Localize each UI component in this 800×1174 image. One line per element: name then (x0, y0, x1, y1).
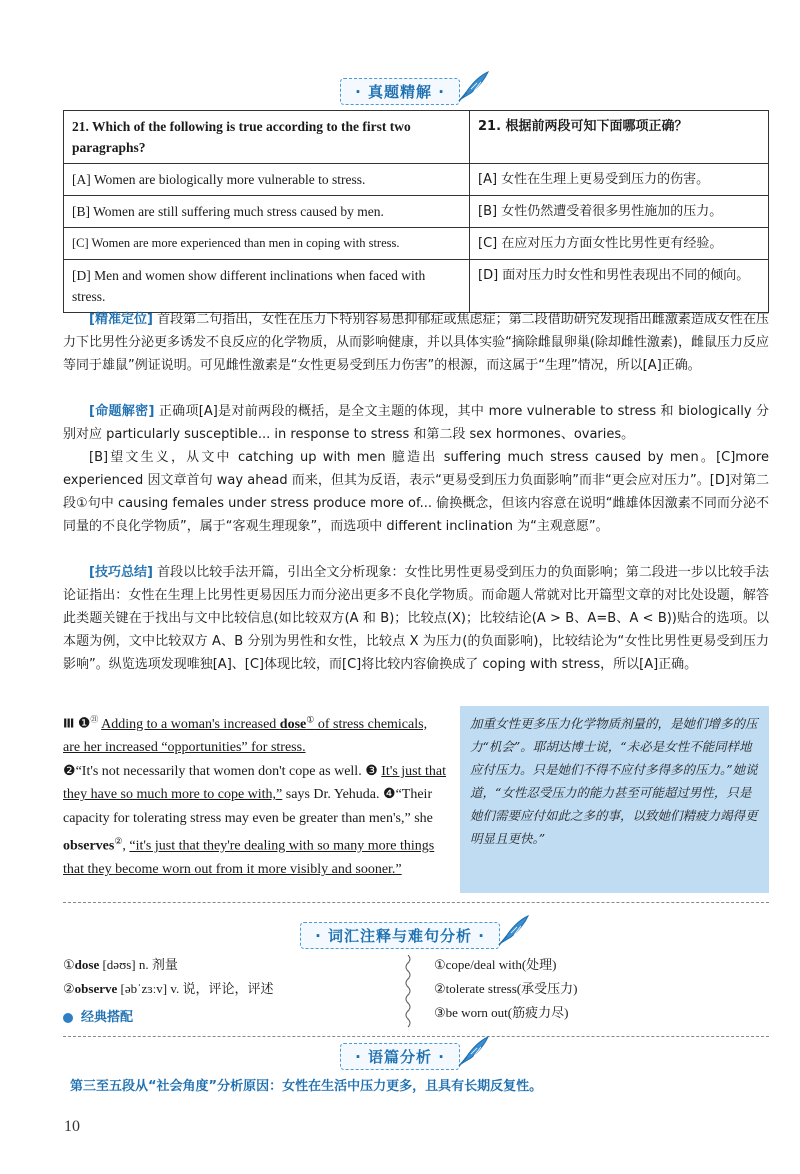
quill-pen-icon (497, 913, 531, 947)
section-title: · 词汇注释与难句分析 · (300, 922, 500, 949)
page-number: 10 (64, 1118, 80, 1135)
vocab-word-dose: dose (279, 716, 307, 732)
translation-box: 加重女性更多压力化学物质剂量的，是她们增多的压力“机会”。耶胡达博士说，“未必是女性不能同样地应付压力。只是她们不得不应付多得多的压力。”她说道，“女性忍受压力的能力甚至可能超过男性，只是她们需要应付如此之多的事，以致她们精疲力竭得更明显且更快。” (460, 706, 769, 893)
bullet-dot-icon (63, 1013, 73, 1023)
analysis-precise-location: [精准定位] 首段第二句指出，女性在压力下特别容易患抑郁症或焦虑症；第二段借助研究发现指出雌激素造成女性在压力下比男性分泌更多诱发不良反应的化学物质，从而影响健康，并以具体实验“摘除雌鼠卵巢(除却雌性激素)，雌鼠压力反应等同于雄鼠”例证说明。可见雌性激素是“女性更易受到压力伤害”的根源，而这属于“生理”情况，所以[A]正确。 (63, 312, 769, 373)
collocation-item: ②tolerate stress(承受压力) (434, 981, 578, 996)
vocab-list (63, 953, 274, 1001)
option-c-zh: [C] 在应对压力方面女性比男性更有经验。 (470, 228, 769, 260)
analysis-tag: [命题解密] (89, 404, 155, 419)
section-banner-zhenti (0, 78, 800, 105)
table-row (64, 196, 769, 228)
question-table (63, 110, 769, 313)
section-banner-vocab (0, 922, 800, 949)
collocation-list (434, 953, 577, 1025)
table-row (64, 260, 769, 313)
section-title: · 真题精解 · (340, 78, 460, 105)
discourse-summary: 第三至五段从“社会角度”分析原因：女性在生活中压力更多，且具有长期反复性。 (70, 1079, 543, 1094)
analysis-skill-summary: [技巧总结] 首段以比较手法开篇，引出全文分析现象：女性比男性更易受到压力的负面影响；第二段进一步以比较手法论证指出：女性在生理上比男性更易因压力而分泌出更多不良化学物质。而命题人常就对比开篇型文章的对比处设题，解答此类题关键在于找出与文中比较信息(如比较双方(A 和 B)；比较点(X)；比较结论(A > B、A=B、A < B))贴合的选项。以本题为例，文中比较双方 A、B 分别为男性和女性，比较点 X 为压力(的负面影响)，比较结论为“女性比男性更易受到压力影响”。纵览选项发现唯独[A]、[C]体现比较，而[C]将比较内容偷换成了 coping with stress，所以[A]正确。 (63, 565, 769, 672)
analysis-distractors: [B]望文生义，从文中 catching up with men 臆造出 suffering much stress caused by men。[C]more experienced 因文章首句 way ahead 而来，但其为反语，表示“更易受到压力负面影响”而非“更会应对压力”。[D]对第二段①句中 causing females under stress produce more of... 偷换概念，但该内容意在说明“雌雄体因激素不同而分泌不同量的不良化学物质”，属于“客观生理现象”，而选项中 different inclination 为“主观意愿”。 (63, 450, 769, 534)
vocab-item: ②observe [əbˈzɜːv] v. 说，评论，评述 (63, 981, 274, 996)
sentence-number: ❹ (383, 787, 396, 803)
option-b-en: [B] Women are still suffering much stress caused by men. (64, 196, 470, 228)
option-c-en: [C] Women are more experienced than men in coping with stress. (64, 228, 470, 260)
sentence-number: ❸ (365, 763, 378, 779)
table-row (64, 228, 769, 260)
analysis-tag: [技巧总结] (89, 565, 153, 580)
underlined-sentence: It's just that they have so much more to cope with,” (63, 763, 447, 803)
table-row (64, 111, 769, 164)
vocab-word-observes: observes (63, 838, 115, 854)
collocation-item: ①cope/deal with(处理) (434, 957, 557, 972)
paragraph-marker: Ⅲ (63, 716, 75, 731)
collocation-heading: 经典搭配 (63, 1006, 133, 1025)
example-passage: Ⅲ ❶$^㉑$ Adding to a woman's increased dose① of stress chemicals, are her increased “opportunities” for stress. ❷“It's not necessarily that women don't cope as well. ❸ It's just that they have so much more to cope with,” says Dr. Yehuda. ❹“Their capacity for tolerating stress may even be greater than men's,” she observes②, “it's just that they're dealing with so many more things that they become worn out from it more visibly and sooner.” (63, 714, 447, 878)
question-stem-en: 21. Which of the following is true according to the first two paragraphs? (64, 111, 470, 164)
section-banner-discourse (0, 1043, 800, 1070)
option-a-zh: [A] 女性在生理上更易受到压力的伤害。 (470, 164, 769, 196)
option-a-en: [A] Women are biologically more vulnerable to stress. (64, 164, 470, 196)
collocation-item: ③be worn out(筋疲力尽) (434, 1005, 569, 1020)
quill-pen-icon (457, 1034, 491, 1068)
underlined-sentence: “it's just that they're dealing with so many more things that they become worn out from it more visibly and sooner.” (63, 838, 435, 878)
option-b-zh: [B] 女性仍然遭受着很多男性施加的压力。 (470, 196, 769, 228)
option-d-en: [D] Men and women show different inclinations when faced with stress. (64, 260, 470, 313)
analysis-tag: [精准定位] (89, 312, 153, 327)
sentence-number: ❶ (77, 716, 91, 732)
quill-pen-icon (457, 69, 491, 103)
divider (63, 902, 769, 903)
divider (63, 1036, 769, 1037)
question-stem-zh: 21. 根据前两段可知下面哪项正确？ (470, 111, 769, 164)
wavy-divider (402, 955, 414, 1030)
underlined-sentence: Adding to a woman's increased dose① of stress chemicals, are her increased “opportunities” for stress. (63, 714, 428, 756)
sentence-number: ❷ (63, 763, 76, 779)
analysis-question-decode: [命题解密] 正确项[A]是对前两段的概括，是全文主题的体现，其中 more vulnerable to stress 和 biologically 分别对应 particularly susceptible... in response to stress 和第二段 sex hormones、ovaries。 (63, 404, 770, 442)
section-title: · 语篇分析 · (340, 1043, 460, 1070)
option-d-zh: [D] 面对压力时女性和男性表现出不同的倾向。 (470, 260, 769, 313)
vocab-item: ①dose [dəʊs] n. 剂量 (63, 957, 178, 972)
table-row (64, 164, 769, 196)
